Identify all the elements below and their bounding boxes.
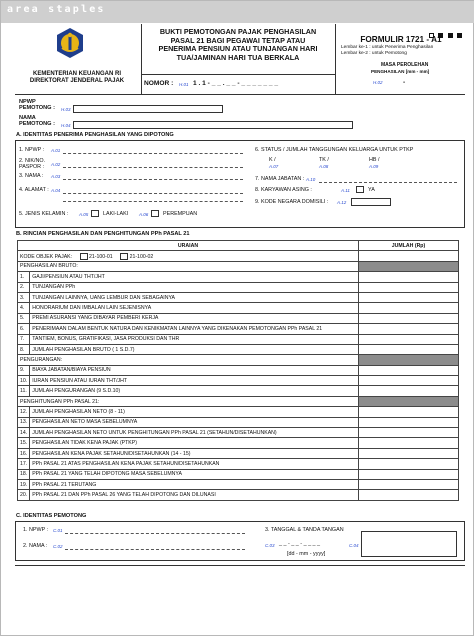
a1-code: A.01 — [51, 148, 61, 153]
bruto-header-row: PENGHASILAN BRUTO: — [18, 261, 459, 271]
row-amount-input[interactable] — [359, 324, 459, 334]
ministry-name: KEMENTERIAN KEUANGAN RI — [32, 71, 121, 77]
a6-k-label: K / — [269, 157, 276, 163]
table-row — [18, 365, 459, 375]
row-number: 12. — [18, 407, 30, 417]
row-number: 2. — [18, 282, 30, 292]
date-format-note: [dd - mm - yyyy] — [287, 551, 326, 557]
a1-npwp-input[interactable] — [63, 153, 243, 154]
row-number: 7. — [18, 334, 30, 344]
row-amount-input[interactable] — [359, 469, 459, 479]
pengurangan-header-row: PENGURANGAN: — [18, 355, 459, 365]
section-b-title: B. RINCIAN PENGHASILAN DAN PENGHITUNGAN PPh PASAL 21 — [16, 231, 190, 237]
rincian-table — [17, 240, 459, 501]
row-number: 19. — [18, 479, 30, 489]
table-row — [18, 272, 459, 282]
npwp-pemotong-code: H.03 — [61, 107, 71, 112]
kode-objek-row — [18, 251, 459, 261]
row-amount-input[interactable] — [359, 459, 459, 469]
row-description: PPh PASAL 21 DAN PPh PASAL 26 YANG TELAH DIPOTONG DAN DILUNASI — [30, 490, 359, 500]
table-row — [18, 292, 459, 302]
row-amount-input[interactable] — [359, 417, 459, 427]
row-description: JUMLAH PENGHASILAN NETO (8 - 11) — [30, 407, 359, 417]
c4-code: C.04 — [349, 543, 359, 548]
table-row — [18, 324, 459, 334]
row-number: 11. — [18, 386, 30, 396]
row-amount-input[interactable] — [359, 282, 459, 292]
table-row — [18, 386, 459, 396]
row-number: 15. — [18, 438, 30, 448]
a5-code-1: A.05 — [79, 212, 89, 217]
table-row — [18, 282, 459, 292]
row-amount-input[interactable] — [359, 479, 459, 489]
a1-label: 1. NPWP : — [19, 147, 45, 153]
row-amount-input[interactable] — [359, 490, 459, 500]
a8-code: A.11 — [341, 188, 350, 193]
row-description: PENGHASILAN KENA PAJAK SETAHUN/DISETAHUNKAN (14 - 15) — [30, 448, 359, 458]
row-number: 10. — [18, 376, 30, 386]
row-description: TANTIEM, BONUS, GRATIFIKASI, JASA PRODUKSI DAN THR — [30, 334, 359, 344]
nomor-code: H.01 — [179, 82, 189, 87]
row-number: 1. — [18, 272, 30, 282]
row-description: PPh PASAL 21 TERUTANG — [30, 479, 359, 489]
row-number: 4. — [18, 303, 30, 313]
masa-label-2: PENGHASILAN [mm - mm] — [371, 69, 430, 74]
table-row — [18, 448, 459, 458]
row-number: 14. — [18, 428, 30, 438]
nama-pemotong-input[interactable] — [73, 121, 353, 129]
a6-code-2: A.08 — [319, 164, 329, 169]
row-amount-input[interactable] — [359, 428, 459, 438]
kode-2-checkbox[interactable] — [120, 253, 128, 260]
a7-code: A.10 — [306, 177, 316, 182]
c2-label: 2. NAMA : — [23, 543, 48, 549]
row-description: TUNJANGAN LAINNYA, UANG LEMBUR DAN SEBAGAINYA — [30, 292, 359, 302]
a5-code-2: A.06 — [139, 212, 149, 217]
row-description: TUNJANGAN PPh — [30, 282, 359, 292]
nomor-label: NOMOR : — [144, 80, 174, 87]
table-row — [18, 479, 459, 489]
c3-code: C.03 — [265, 543, 275, 548]
table-row — [18, 459, 459, 469]
masa-code: H.02 — [373, 80, 383, 85]
a5-laki-label: LAKI-LAKI — [103, 211, 129, 217]
row-description: PENERIMAAN DALAM BENTUK NATURA DAN KENIKMATAN LAINNYA YANG DIKENAKAN PEMOTONGAN PPh PASAL 21 — [30, 324, 359, 334]
row-amount-input[interactable] — [359, 438, 459, 448]
row-description: JUMLAH PENGHASILAN NETO UNTUK PENGHITUNGAN PPh PASAL 21 (SETAHUN/DISETAHUNKAN) — [30, 428, 359, 438]
kode-1-checkbox[interactable] — [80, 253, 88, 260]
a4-label: 4. ALAMAT : — [19, 187, 49, 193]
table-row — [18, 469, 459, 479]
table-row — [18, 334, 459, 344]
a3-code: A.03 — [51, 174, 61, 179]
table-row — [18, 344, 459, 354]
row-amount-input[interactable] — [359, 365, 459, 375]
row-description: PREMI ASURANSI YANG DIBAYAR PEMBERI KERJA — [30, 313, 359, 323]
npwp-pemotong-input[interactable] — [73, 105, 223, 113]
section-a-title: A. IDENTITAS PENERIMA PENGHASILAN YANG DIPOTONG — [16, 132, 174, 138]
section-c-title: C. IDENTITAS PEMOTONG — [16, 513, 87, 519]
a7-label: 7. NAMA JABATAN : — [255, 176, 305, 182]
table-header-row — [18, 241, 459, 251]
row-amount-input[interactable] — [359, 334, 459, 344]
row-amount-input[interactable] — [359, 448, 459, 458]
nomor-field[interactable]: 1 . 1 - _ _ . _ _ - _ _ _ _ _ _ _ — [193, 80, 279, 87]
a9-label: 9. KODE NEGARA DOMISILI : — [255, 199, 329, 205]
form-number: FORMULIR 1721 - A1 — [360, 35, 442, 44]
a2-label: 2. NIK/NO. PASPOR : — [19, 158, 46, 171]
a8-label: 8. KARYAWAN ASING : — [255, 187, 312, 193]
row-description: IURAN PENSIUN ATAU IURAN THT/JHT — [30, 376, 359, 386]
table-row — [18, 376, 459, 386]
nama-pemotong-code: H.04 — [61, 123, 71, 128]
row-amount-input[interactable] — [359, 313, 459, 323]
a5-perempuan-checkbox[interactable] — [151, 210, 159, 217]
a9-code: A.12 — [337, 200, 347, 205]
a3-label: 3. NAMA : — [19, 173, 44, 179]
row-number: 3. — [18, 292, 30, 302]
c1-code: C.01 — [53, 528, 63, 533]
sheet-2-note: Lembar ke-2 : untuk Pemotong — [341, 51, 407, 56]
c3-date-field[interactable]: _ _ - _ _ - _ _ _ _ — [279, 541, 321, 547]
a4-code: A.04 — [51, 188, 61, 193]
a5-label: 5. JENIS KELAMIN : — [19, 211, 69, 217]
col-jumlah: JUMLAH (Rp) — [359, 241, 459, 251]
row-description: PPh PASAL 21 YANG TELAH DIPOTONG MASA SEBELUMNYA — [30, 469, 359, 479]
a7-jabatan-input[interactable] — [319, 182, 457, 183]
row-description: JUMLAH PENGURANGAN (9 S.D.10) — [30, 386, 359, 396]
c1-npwp-input[interactable] — [65, 533, 245, 534]
pph-header-row: PENGHITUNGAN PPh PASAL 21: — [18, 396, 459, 406]
a5-perempuan-label: PEREMPUAN — [163, 211, 198, 217]
row-description: PENGHASILAN TIDAK KENA PAJAK (PTKP) — [30, 438, 359, 448]
row-number: 5. — [18, 313, 30, 323]
directorate-name: DIREKTORAT JENDERAL PAJAK — [29, 78, 125, 84]
row-description: PENGHASILAN NETO MASA SEBELUMNYA — [30, 417, 359, 427]
c3-label: 3. TANGGAL & TANDA TANGAN — [265, 527, 344, 533]
masa-label: MASA PEROLEHAN — [381, 62, 429, 68]
row-number: 16. — [18, 448, 30, 458]
row-description: PPh PASAL 21 ATAS PENGHASILAN KENA PAJAK SETAHUN/DISETAHUNKAN — [30, 459, 359, 469]
a4-alamat-input-2[interactable] — [63, 201, 243, 202]
table-row — [18, 417, 459, 427]
c2-nama-input[interactable] — [65, 549, 245, 550]
table-row — [18, 313, 459, 323]
c1-label: 1. NPWP : — [23, 527, 49, 533]
row-number: 6. — [18, 324, 30, 334]
table-row — [18, 428, 459, 438]
row-description: GAJI/PENSIUN ATAU THT/JHT — [30, 272, 359, 282]
row-number: 18. — [18, 469, 30, 479]
npwp-pemotong-label: NPWP PEMOTONG : — [19, 99, 55, 112]
col-uraian: URAIAN — [18, 241, 359, 251]
row-amount-input[interactable] — [359, 376, 459, 386]
ministry-logo — [53, 26, 87, 60]
row-number: 20. — [18, 490, 30, 500]
nama-pemotong-label: NAMA PEMOTONG : — [19, 115, 55, 128]
row-number: 13. — [18, 417, 30, 427]
table-row — [18, 490, 459, 500]
row-amount-input[interactable] — [359, 344, 459, 354]
row-amount-input[interactable] — [359, 292, 459, 302]
row-amount-input[interactable] — [359, 272, 459, 282]
a2-nik-input[interactable] — [63, 167, 243, 168]
a6-label: 6. STATUS / JUMLAH TANGGUNGAN KELUARGA UNTUK PTKP — [255, 147, 414, 153]
sheet-1-note: Lembar ke-1 : untuk Penerima Penghasilan — [341, 45, 434, 50]
row-description: HONORARIUM DAN IMBALAN LAIN SEJENISNYA — [30, 303, 359, 313]
row-amount-input[interactable] — [359, 386, 459, 396]
signature-box[interactable] — [361, 531, 457, 557]
a6-code-3: A.09 — [369, 164, 379, 169]
a8-ya-checkbox[interactable] — [356, 186, 364, 193]
a3-nama-input[interactable] — [63, 179, 243, 180]
table-row — [18, 438, 459, 448]
masa-field[interactable]: - — [403, 79, 406, 86]
a5-laki-checkbox[interactable] — [91, 210, 99, 217]
table-row — [18, 303, 459, 313]
staples-bar — [1, 1, 474, 23]
row-description: JUMLAH PENGHASILAN BRUTO ( 1 S.D.7) — [30, 344, 359, 354]
a9-negara-input[interactable] — [351, 198, 391, 206]
a8-ya-label: YA — [368, 187, 375, 193]
c2-code: C.02 — [53, 544, 63, 549]
a2-code: A.02 — [51, 162, 61, 167]
a6-tk-label: TK / — [319, 157, 329, 163]
table-row — [18, 407, 459, 417]
row-amount-input[interactable] — [359, 303, 459, 313]
kode-objek-cell: KODE OBJEK PAJAK: 21-100-01 21-100-02 — [18, 251, 359, 261]
row-number: 8. — [18, 344, 30, 354]
row-amount-input[interactable] — [359, 407, 459, 417]
a6-hb-label: HB / — [369, 157, 380, 163]
row-number: 17. — [18, 459, 30, 469]
a6-code-1: A.07 — [269, 164, 279, 169]
staples-label: area staples — [7, 4, 106, 15]
row-number: 9. — [18, 365, 30, 375]
a4-alamat-input[interactable] — [63, 193, 243, 194]
row-description: BIAYA JABATAN/BIAYA PENSIUN — [30, 365, 359, 375]
form-title: BUKTI PEMOTONGAN PAJAK PENGHASILAN PASAL 21 BAGI PEGAWAI TETAP ATAU PENERIMA PENSIUN ATAU TUNJANGAN HARI TUA/JAMINAN HARI TUA BERKALA — [158, 27, 318, 62]
